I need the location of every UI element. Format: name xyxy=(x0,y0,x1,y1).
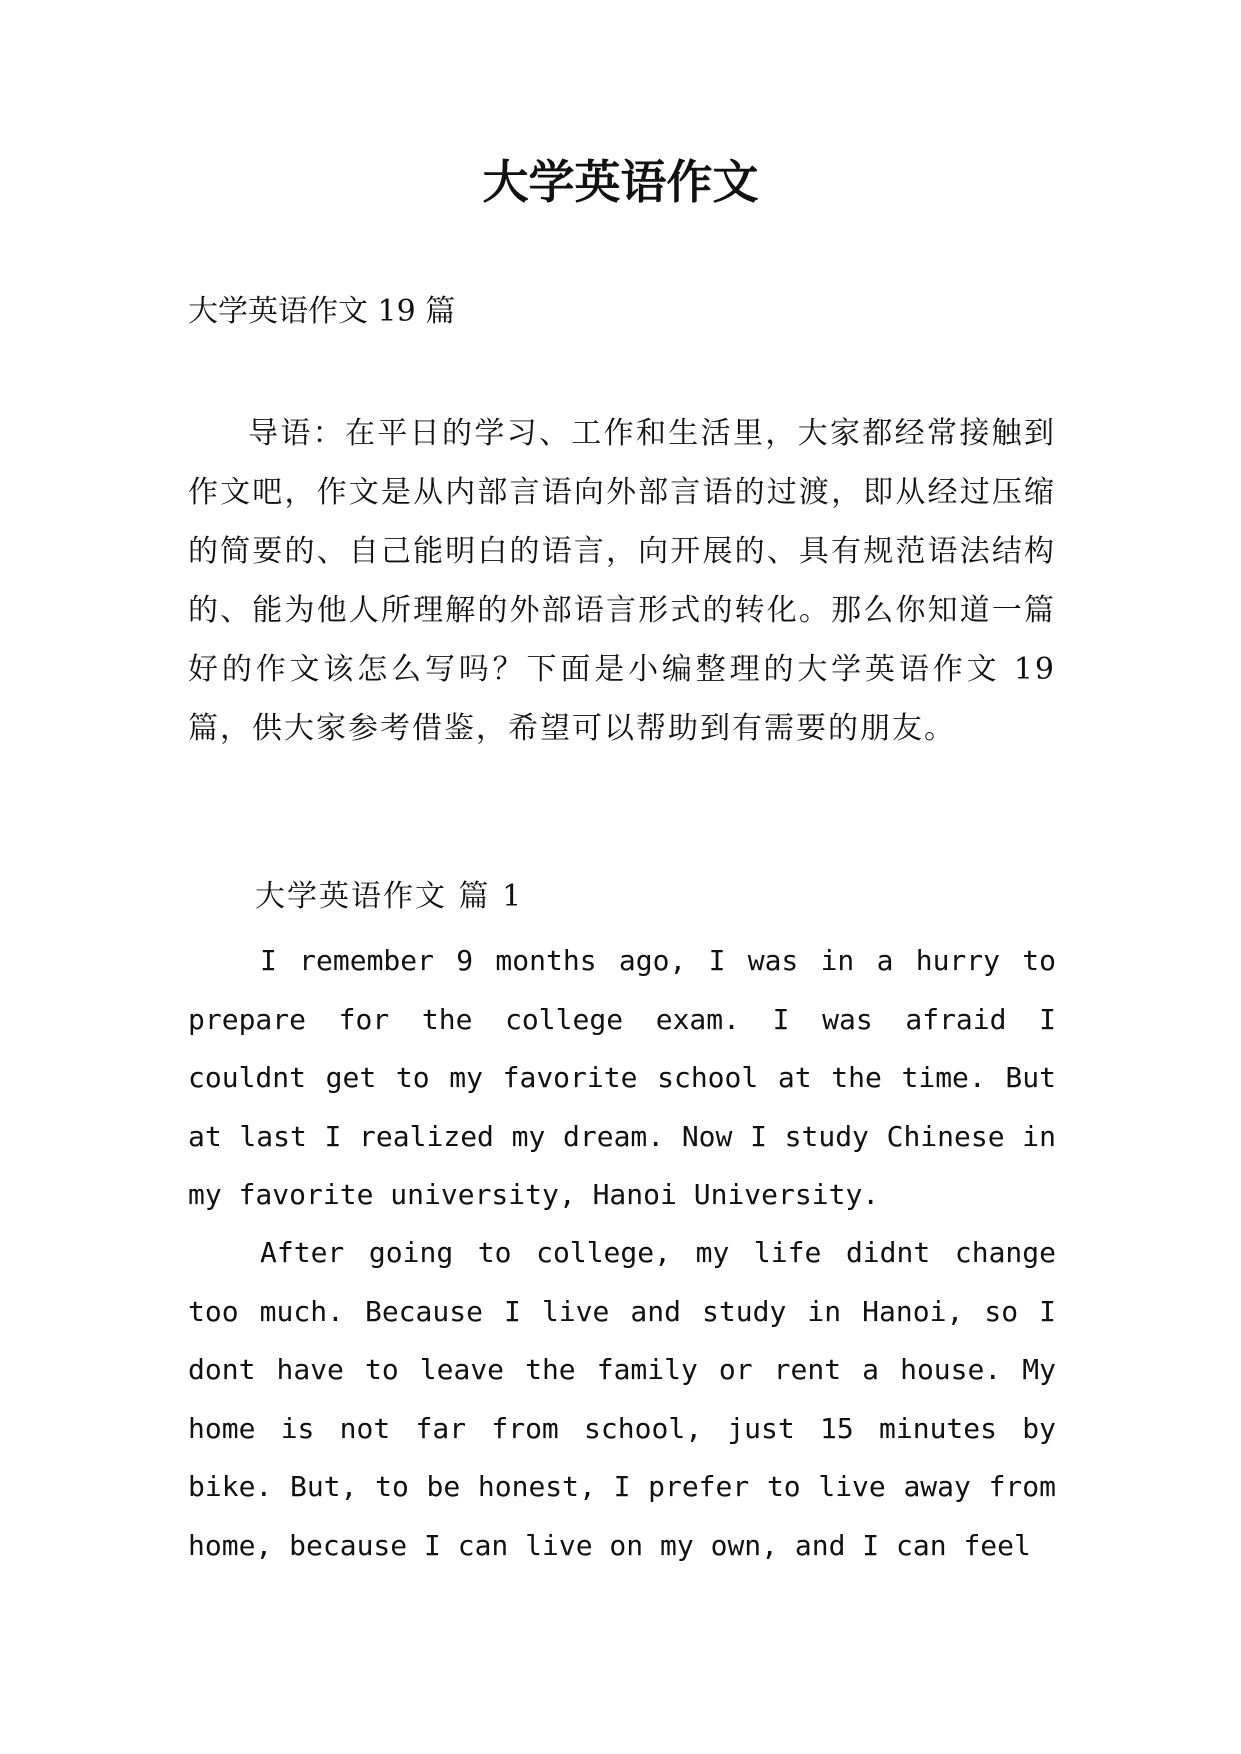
intro-paragraph: 导语：在平日的学习、工作和生活里，大家都经常接触到作文吧，作文是从内部言语向外部言语的过渡，即从经过压缩的简要的、自己能明白的语言，向开展的、具有规范语法结构的、能为他人所理解的外部语言形式的转化。那么你知道一篇好的作文该怎么写吗？下面是小编整理的大学英语作文 19 篇，供大家参考借鉴，希望可以帮助到有需要的朋友。 xyxy=(188,416,1056,746)
section-heading: 大学英语作文 篇 1 xyxy=(255,879,524,914)
essay-paragraph-1: I remember 9 months ago, I was in a hurry to prepare for the college exam. I was afraid I couldnt get to my favorite school at the time. But at last I realized my dream. Now I study Chinese in my favorite university, Hanoi University. xyxy=(188,944,1056,1211)
essay-paragraph-2: After going to college, my life didnt change too much. Because I live and study in Hanoi, so I dont have to leave the family or rent a house. My home is not far from school, just 15 minutes by bike. But, to be honest, I prefer to live away from home, because I can live on my own, and I can feel xyxy=(188,1236,1056,1562)
document-subtitle: 大学英语作文 19 篇 xyxy=(188,294,456,329)
document-title: 大学英语作文 xyxy=(482,155,759,209)
